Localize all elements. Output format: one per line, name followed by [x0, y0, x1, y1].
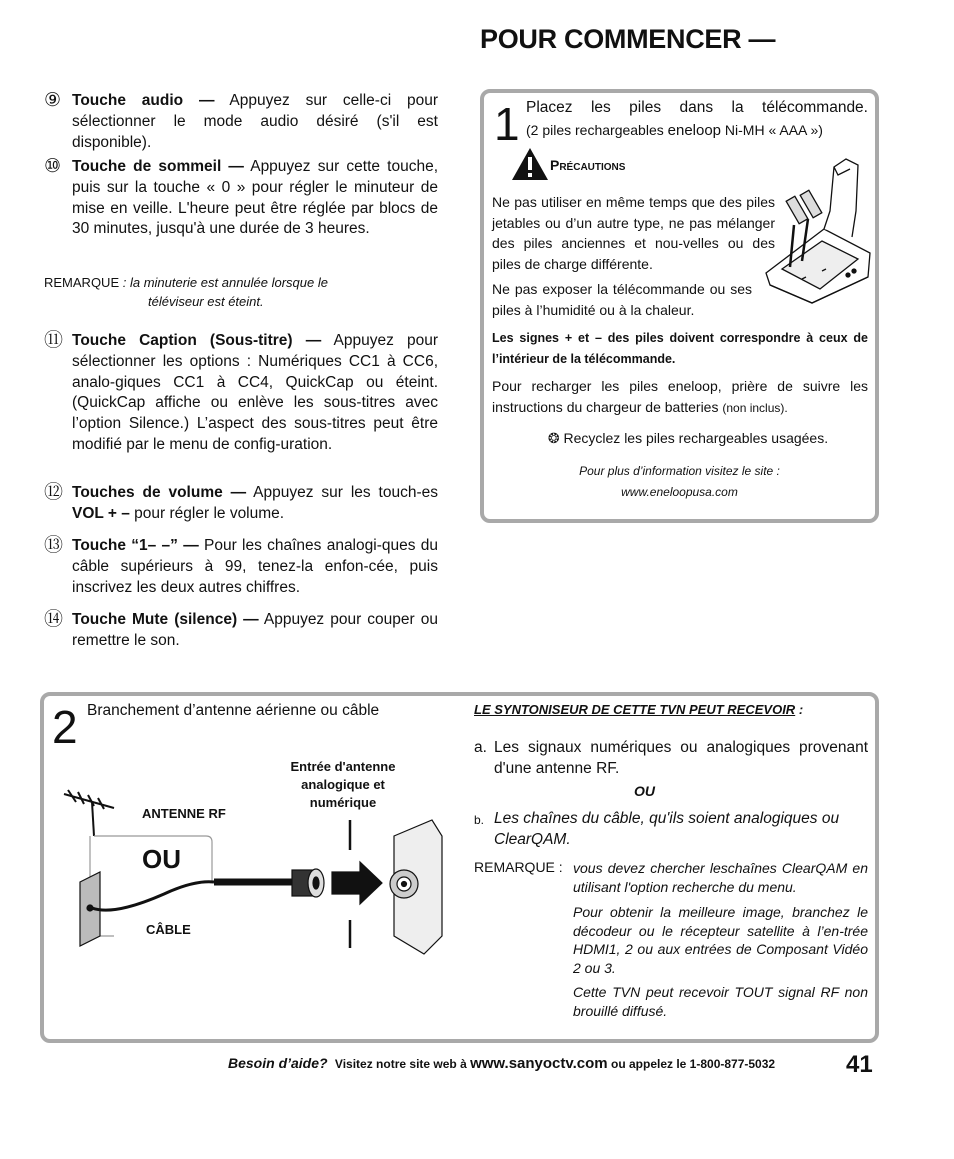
list-item-caption	[44, 331, 438, 456]
recharge-text-main: Pour recharger les piles eneloop, prière de suivre les instructions du chargeur de batteries	[492, 378, 868, 415]
recycle-icon: ❂	[547, 430, 560, 446]
info-url: www.eneloopusa.com	[621, 485, 738, 499]
item-text-2: pour régler le volume.	[129, 504, 285, 522]
list-item-mute	[44, 610, 438, 652]
item-title: Touche de sommeil —	[72, 158, 244, 175]
antenna-box	[40, 692, 879, 1043]
polarity-note: Les signes + et – des piles doivent correspondre à ceux de l’intérieur de la télécommande.	[492, 331, 868, 366]
battery-box	[480, 89, 879, 523]
battery-type-c: Ni-MH « AAA »)	[721, 122, 823, 138]
item-title: Touche “1– –” —	[72, 537, 199, 554]
list-item-volume	[44, 483, 438, 525]
ou-label: OU	[142, 844, 181, 874]
info-block	[484, 461, 875, 503]
item-text: Appuyez pour sélectionner les options : Numériques CC1 à CC6, analo-giques CC1 à CC4, QuickCap ou éteint. (QuickCap affiche ou enlève les sous-titres avec l’option Silence.) L’aspect des sous-titres peut être modifié par le menu de config-uration.	[72, 332, 438, 453]
precaution-text-1: Ne pas utiliser en même temps que des piles jetables ou d’un autre type, ne pas mélanger des piles anciennes et nou-velles ou des piles de charge différente.	[492, 194, 775, 272]
remote-battery-illustration	[762, 157, 872, 307]
step-title: Branchement d’antenne aérienne ou câble	[87, 702, 380, 719]
item-number: ⑭	[44, 609, 64, 630]
step-number: 1	[494, 98, 520, 150]
list-item-dash	[44, 536, 438, 598]
recycle-line	[528, 428, 848, 449]
cable-label: CÂBLE	[146, 922, 191, 937]
eneloop-brand: eneloop	[667, 122, 722, 139]
item-title: Touche Caption (Sous-titre) —	[72, 332, 322, 349]
remark-text-3: Cette TVN peut recevoir TOUT signal RF non brouillé diffusé.	[573, 984, 868, 1019]
item-title: Touche Mute (silence) —	[72, 611, 259, 628]
precautions-title: Précautions	[550, 157, 626, 173]
item-title: Touches de volume —	[72, 484, 247, 501]
recycle-text: Recyclez les piles rechargeables usagées.	[563, 430, 829, 446]
site-link[interactable]: www.sanyoctv.com	[470, 1055, 608, 1072]
remark-text-1: vous devez chercher leschaînes ClearQAM en utilisant l'option recherche du menu.	[573, 860, 868, 895]
call-text: ou appelez le 1-800-877-5032	[610, 1057, 776, 1071]
list-item-audio	[44, 91, 438, 153]
help-text: Besoin d’aide?	[228, 1055, 328, 1071]
item-text: Appuyez sur cette touche, puis sur la touche « 0 » pour régler le minuteur de mise en veille. L'heure peut être réglée par blocs de 30 minutes, jusqu'à une durée de 3 heures.	[72, 158, 439, 238]
battery-type-a: (2 piles rechargeables	[526, 122, 668, 138]
item-text: Pour les chaînes analogi-ques du câble supérieurs à 99, tenez-la enfon-cée, puis inscrivez les deux autres chiffres.	[72, 537, 438, 596]
list-item-sleep	[44, 157, 438, 240]
remark-label: REMARQUE	[44, 275, 120, 290]
info-text: Pour plus d’information visitez le site :	[579, 464, 780, 478]
recharge-text-note: (non inclus).	[722, 400, 788, 415]
item-bold: VOL + –	[72, 504, 130, 522]
warning-icon	[511, 147, 549, 181]
antenna-diagram	[54, 776, 444, 961]
item-number: ⑬	[44, 535, 64, 556]
remark-text-2: téléviseur est éteint.	[148, 294, 264, 309]
remark-timer: REMARQUE : la minuterie est annulée lorsque le téléviseur est éteint.	[44, 273, 424, 311]
item-text: Appuyez sur les touch-es	[246, 484, 438, 501]
item-number: ⑨	[44, 90, 62, 111]
tuner-heading-colon: :	[795, 702, 804, 717]
remark-label: REMARQUE :	[474, 859, 563, 875]
tuner-heading-text: LE SYNTONISEUR DE CETTE TVN PEUT RECEVOIR	[474, 702, 796, 717]
remark-text-2: Pour obtenir la meilleure image, branchez le décodeur ou le récepteur satellite à l’en-trée HDMI1, 2 ou aux entrées de Composant Vidéo 2 ou 3.	[573, 904, 868, 976]
page-number: 41	[846, 1051, 873, 1078]
input-label: Entrée d'antenne analogique et numérique	[290, 759, 396, 810]
precaution-text-2: Ne pas exposer la télécommande ou ses piles à l’humidité ou à la chaleur.	[492, 281, 752, 318]
option-a-text: Les signaux numériques ou analogiques provenant d'une antenne RF.	[494, 739, 868, 777]
option-a	[474, 737, 868, 779]
footer	[228, 1055, 878, 1072]
item-text: Appuyez pour couper ou remettre le son.	[72, 611, 438, 649]
item-number: ⑪	[44, 330, 64, 351]
step-text: Placez les piles dans la télécommande.	[526, 99, 868, 116]
battery-type	[526, 120, 823, 142]
option-b-label: b.	[474, 813, 485, 827]
visit-text: Visitez notre site web à	[334, 1057, 467, 1071]
item-title: Touche audio —	[72, 92, 215, 109]
step-number: 2	[52, 701, 78, 753]
page-title: POUR COMMENCER —	[480, 24, 776, 54]
ou-separator: OU	[634, 783, 655, 799]
option-a-label: a.	[474, 739, 487, 756]
remark-text: la minuterie est annulée lorsque le	[129, 275, 328, 290]
item-text: Appuyez sur celle-ci pour sélectionner le mode audio désiré (s'il est disponible).	[72, 92, 439, 151]
tuner-heading	[474, 702, 803, 717]
item-number: ⑫	[44, 482, 64, 503]
antenna-label: ANTENNE RF	[142, 806, 226, 821]
option-b	[474, 808, 868, 850]
recharge-text	[492, 376, 868, 418]
item-number: ⑩	[44, 156, 62, 177]
option-b-text: Les chaînes du câble, qu'ils soient analogiques ou ClearQAM.	[494, 810, 840, 848]
